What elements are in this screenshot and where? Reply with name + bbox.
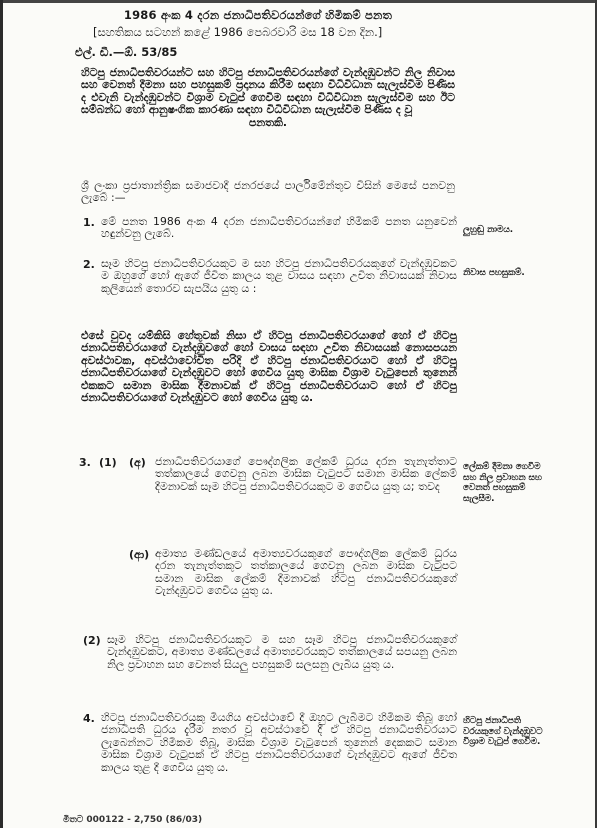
long-title [81, 67, 455, 129]
enacting-clause: ශ්‍රී ලංකා ප්‍රජාතාන්ත්‍රික සමාජවාදී ජනරජයේ පාර්ලිමේන්තුව විසින් මෙසේ පනවනු ලැබේ :— [81, 179, 455, 205]
section-2-proviso: එසේ වුවද යම්කිසි හේතුවක් නිසා ඒ හිටපු ජනාධිපතිවරයාගේ හෝ ඒ හිටපු ජනාධිපතිවරයාගේ වැන්දඹුවගේ හෝ වාසය සඳහා උචිත නිවාසයක් නොසපයන අවස්ථාවක, අවස්ථාවෝචිත පරිදි ඒ හිටපු ජනාධිපතිවරයාට හෝ ඒ හිටපු ජනාධිපතිවරයාගේ වැන්දඹුවට හෝ ගෙවිය යුතු මාසික විශ්‍රාම වැටුපෙන් තුනෙන් එකකට සමාන මාසික දීමනාවක් ඒ හිටපු ජනාධිපතිවරයාට හෝ ඒ හිටපු ජනාධිපතිවරයාගේ වැන්දඹුවට හෝ ගෙවිය යුතු ය. [81, 329, 457, 405]
act-header: 1986 අංක 4 දරන ජනාධිපතිවරයන්ගේ හිමිකම් පනත [123, 8, 393, 22]
print-footer: මිතට 000122 - 2,750 (86/03) [63, 815, 203, 825]
certificate-note: [සහතිකය සටහන් කළේ 1986 පෙබරවාරි මස 18 වන දින.] [93, 25, 383, 39]
long-title-end: පනතකි. [248, 115, 288, 129]
section-1-text: මේ පනත 1986 අංක 4 දරන ජනාධිපතිවරයන්ගේ හිමිකම් පනත යනුවෙන් හඳුන්වනු ලැබේ. [101, 215, 457, 241]
law-number: එල්. ඩී.—ඕ. 53/85 [75, 45, 178, 59]
scan-edge [3, 0, 595, 3]
section-4-margin-note: හිටපු ජනාධිපති වරයකුගේ වැන්දඹුවට විශ්‍රාම වැටුප් ගෙවීම. [463, 716, 543, 747]
section-2-text: සෑම හිටපු ජනාධිපතිවරයකුට ම සහ හිටපු ජනාධිපතිවරයකුගේ වැන්දඹුවකට ම ඔහුගේ හෝ ඇගේ ජීවිත කාලය තුළ වාසය සඳහා උචිත නිවාසයක් නිවාස කුලියෙන් තොරව සැපයිය යුතු ය : [101, 257, 457, 295]
section-1-number: 1. [83, 216, 95, 229]
section-3-clause-aa-text: අමාත්‍ය මණ්ඩලයේ අමාත්‍යවරයකුගේ පෞද්ගලික ලේකම් ධුරය දරන තැනැත්තකුට තත්කාලයේ ගෙවනු ලබන මාසික වැටුපට සමාන මාසික ලේකම් දීමනාවක් හිටපු ජනාධිපතිවරයකුගේ වැන්දඹුවට ගෙවිය යුතු ය. [155, 547, 457, 598]
section-2-number: 2. [83, 258, 95, 271]
section-3-subsection-1: (1) [99, 456, 117, 469]
section-4-number: 4. [83, 712, 95, 725]
section-3-clause-aa: (ආ) [129, 548, 150, 561]
section-3-margin-note: ලේකම් දීමනා ගෙවීම සහ නිල ප්‍රවාහන සහ වෙනත් පහසුකම් සැලසීම. [463, 462, 542, 504]
long-title-text: හිටපු ජනාධිපතිවරයන්ට සහ හිටපු ජනාධිපතිවරයන්ගේ වැන්දඹුවන්ට නිල නිවාස සහ වෙනත් දීමනා සහ පහසුකම් ප්‍රදානය කිරීම සඳහා විධිවිධාන සැලැස්වීම පිණිස ද එවැනි වැන්දඹුවන්ට විශ්‍රාම වැටුප් ගෙවීම සඳහා විධිවිධාන සැලැස්වීම සහ ඊට සම්බන්ධ හෝ ආනුෂංගික කාරණා සඳහා විධිවිධාන සැලැස්වීම පිණිස ද වූ [81, 66, 455, 117]
section-3-clause-a-text: ජනාධිපතිවරයාගේ පෞද්ගලික ලේකම් ධුරය දරන තැනැත්තාට තත්කාලයේ ගෙවනු ලබන මාසික වැටුපට සමාන මාසික ලේකම් දීමනාවක් සෑම හිටපු ජනාධිපතිවරයකුට ම ගෙවිය යුතු ය; තවද [155, 455, 457, 493]
section-3-subsection-2-text: සෑම හිටපු ජනාධිපතිවරයකුට ම සහ සෑම හිටපු ජනාධිපතිවරයකුගේ වැන්දඹුවකට, අමාත්‍ය මණ්ඩලයේ අමාත්‍යවරයකුට තත්කාලයේ සපයනු ලබන නිල ප්‍රවාහන සහ වෙනත් සියලු පහසුකම් සලසනු ලැබිය යුතු ය. [107, 633, 457, 671]
section-3-clause-a: (අ) [129, 456, 146, 469]
section-4-text: හිටපු ජනාධිපතිවරයකු මියගිය අවස්ථාවේ දී ඔහුට ලැබීමට හිමිකම තිබූ හෝ ජනාධිපති ධුරය දැරීම නතර වූ අවස්ථාවේ දී ඒ හිටපු ජනාධිපතිවරයාට ලැබෙන්නට හිමිකම තිබූ, මාසික විශ්‍රාම වැටුපෙන් තුනෙන් දෙකකට සමාන මාසික විශ්‍රාම වැටුපක් ඒ හිටපු ජනාධිපතිවරයාගේ වැන්දඹුවට ඇගේ ජීවිත කාලය තුළ දී ගෙවිය යුතු ය. [101, 711, 457, 774]
section-1-margin-note: ලුහුඬු නාමය. [463, 225, 514, 235]
section-3-number: 3. [79, 456, 91, 469]
section-3-subsection-2: (2) [83, 634, 101, 647]
section-2-margin-note: නිවාස පහසුකම්. [463, 268, 525, 278]
